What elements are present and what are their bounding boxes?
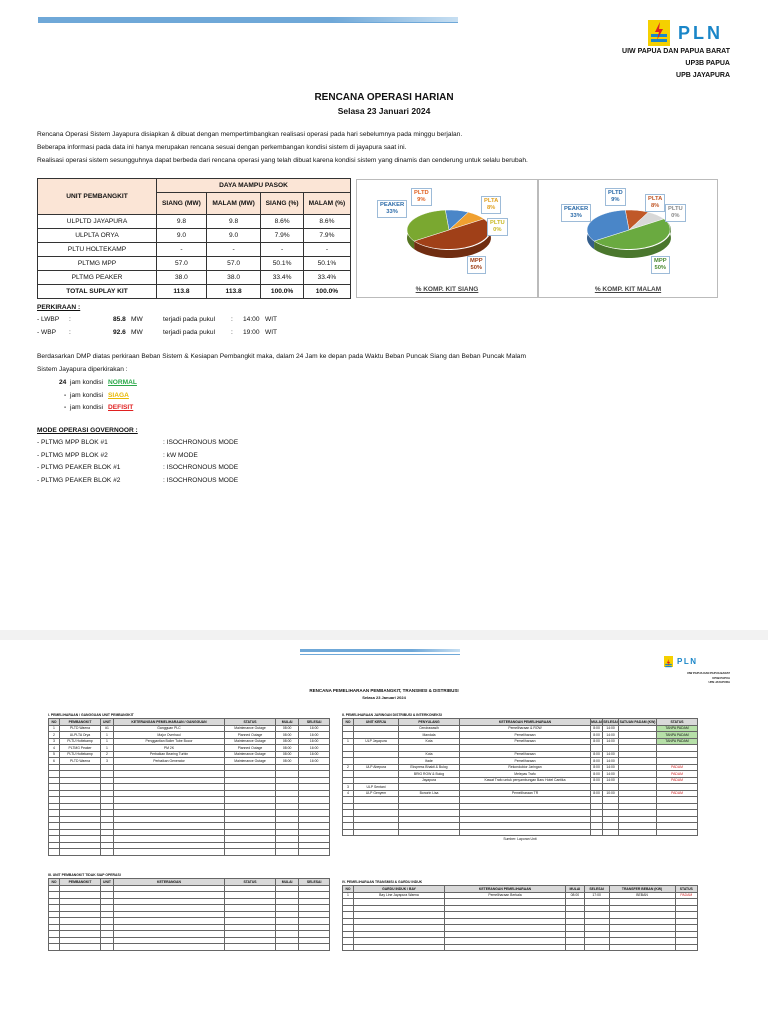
table-cell: Perbaikan Bearing Turbin (114, 751, 225, 758)
table-row (38, 243, 351, 257)
label-mpp: MPP 50% (651, 256, 670, 274)
table-cell: PLTMG PEAKER (38, 271, 157, 285)
section-4-table: NO GARDU INDUK / BAY KETERANGAN PEMELIHARAAN MULAI SELESAI TRANSFER BEBAN (KW) STATUS 1 Bay Line Jayapura Waena Pemeliharaan Berkala 08:00 17:00 BEBAN PADAM (342, 885, 698, 951)
cell: TOTAL SUPLAY KIT (38, 285, 157, 299)
table-cell (343, 944, 354, 951)
table-cell: Kota (399, 751, 460, 758)
table-cell: ULP Genyem (354, 790, 399, 797)
table-cell: 8:00 (591, 738, 603, 745)
table-cell: PADAM (657, 764, 698, 771)
table-cell: PADAM (657, 790, 698, 797)
table-cell (299, 944, 330, 951)
table-cell: 16:00 (299, 745, 330, 752)
table-cell: 4 (49, 745, 60, 752)
perkiraan-row: - LWBP : 85.8 MW terjadi pada pukul : 14:00 WIT (37, 316, 278, 323)
table-cell: 16:00 (299, 758, 330, 765)
chart-title-siang: % KOMP. KIT SIANG (415, 286, 479, 293)
table-cell: 57.0 (157, 257, 207, 271)
table-cell: 3 (343, 784, 354, 791)
table-cell: 08:00 (566, 892, 585, 899)
dmp-table (37, 178, 351, 299)
pie-chart-siang (356, 179, 538, 298)
table-cell: - (157, 243, 207, 257)
table-cell: PLTU HOLTEKAMP (38, 243, 157, 257)
table-cell: 3 (101, 758, 114, 765)
table-cell (566, 944, 585, 951)
th-group: DAYA MAMPU PASOK (157, 179, 351, 193)
table-cell: Jayapura (399, 777, 460, 784)
table-cell: Ekspress Bhakti & Bulog (399, 764, 460, 771)
label-peaker: PEAKER 33% (561, 204, 591, 222)
table-cell: Maintenance Outage (225, 751, 276, 758)
lightning-icon (648, 20, 670, 46)
table-cell: 16:00 (299, 738, 330, 745)
th-col: MALAM (MW) (206, 193, 260, 215)
header-stripe (38, 17, 458, 22)
table-cell (399, 829, 460, 836)
table-cell: 1 (343, 892, 354, 899)
table-cell: Maintenance Outage (225, 738, 276, 745)
table-cell: 14:00 (603, 777, 619, 784)
table-cell: 50.1% (261, 257, 304, 271)
table-cell: Bay Line Jayapura Waena (354, 892, 445, 899)
th-col: SIANG (%) (261, 193, 304, 215)
table-cell: PLTD Waena (60, 725, 101, 732)
table-cell: 57.0 (206, 257, 260, 271)
table-cell (276, 944, 299, 951)
perkiraan-list (37, 314, 437, 340)
section-2 (342, 713, 698, 841)
table-cell (445, 944, 566, 951)
table-cell: 33.4% (261, 271, 304, 285)
section-title: II. PEMELIHARAAN JARINGAN DISTRIBUSI & INTERKONEKSI (342, 713, 442, 717)
page-date: Selasa 23 Januari 2024 (337, 106, 431, 116)
label-pltd: PLTD 9% (605, 188, 626, 206)
pln-logo (648, 20, 723, 46)
table-cell: 33.4% (303, 271, 350, 285)
governor-label: MODE OPERASI GOVERNOOR : (37, 427, 138, 434)
table-cell: 8:00 (591, 751, 603, 758)
table-cell: 8:00 (591, 764, 603, 771)
table-cell: 14:00 (603, 771, 619, 778)
table-cell: Kawat Trafo untuk penyambungan Baru Hotel Cantika (460, 777, 591, 784)
table-cell (584, 944, 609, 951)
logo-text: PLN (677, 657, 698, 666)
table-cell: 3 (49, 738, 60, 745)
org-line: UIW PAPUA DAN PAPUA BARAT (622, 48, 730, 55)
label-mpp: MPP 50% (467, 256, 486, 274)
table-cell: Gangguan PLC (114, 725, 225, 732)
kondisi-row: - jam kondisi DEFISIT (64, 404, 134, 411)
table-cell: Rekonduktor Jaringan (460, 764, 591, 771)
table-cell: Pemeliharaan Berkala (445, 892, 566, 899)
table-cell (354, 944, 445, 951)
label-pltd: PLTD 9% (411, 188, 432, 206)
table-cell: ULP Jayapura (354, 738, 399, 745)
table-cell: Pemeliharaan TR (460, 790, 591, 797)
cell: 113.8 (157, 285, 207, 299)
th-unit: UNIT PEMBANGKIT (38, 179, 157, 215)
table-row (38, 257, 351, 271)
section-title: IV. PEMELIHARAAN TRANSMISI & GARDU INDUK (342, 880, 423, 884)
org-line: UPB JAYAPURA (676, 72, 730, 79)
table-cell (225, 944, 276, 951)
kondisi-list (56, 377, 256, 415)
table-cell (354, 829, 399, 836)
table-cell: PLTMG Peaker (60, 745, 101, 752)
table-cell: TANPA PADAM (657, 725, 698, 732)
table-cell: 08:00 (276, 738, 299, 745)
pie-siang-svg (357, 180, 537, 297)
org-address (622, 46, 730, 82)
page-2 (0, 640, 768, 1024)
table-cell: 7.9% (261, 229, 304, 243)
dmp-text (37, 351, 526, 376)
table-cell: 14:00 (603, 758, 619, 765)
table-cell: 8:00 (591, 732, 603, 739)
cell: 100.0% (261, 285, 304, 299)
table-cell: 1 (101, 738, 114, 745)
table-cell: 08:00 (276, 725, 299, 732)
table-cell (603, 829, 619, 836)
table-row (49, 849, 330, 856)
table-cell: 14:00 (603, 725, 619, 732)
table-cell: PLTU Holtekamp (60, 751, 101, 758)
table-cell: 8.6% (261, 215, 304, 229)
table-row (49, 944, 330, 951)
table-cell: 8:00 (591, 790, 603, 797)
table-cell: 10:00 (603, 790, 619, 797)
th-col: SIANG (MW) (157, 193, 207, 215)
perkiraan-label: PERKIRAAN : (37, 304, 81, 311)
lightning-icon (664, 656, 673, 667)
table-cell: Penggantian Boiler Tube Bocor (114, 738, 225, 745)
table-cell: 16:00 (299, 732, 330, 739)
table-cell: Planned Outage (225, 745, 276, 752)
table-cell: 1 (343, 738, 354, 745)
governor-list (37, 437, 337, 487)
table-cell: 38.0 (206, 271, 260, 285)
table-cell (343, 829, 354, 836)
table-cell: TANPA PADAM (657, 738, 698, 745)
table-row (343, 944, 698, 951)
table-cell (657, 829, 698, 836)
section-3 (48, 873, 330, 951)
table-cell (675, 944, 697, 951)
section-2-table: NO UNIT KERJA PENYULANG KETERANGAN PEMELIHARAAN MULAI SELESAI SATUAN PADAM (KW) STATUS Cendrawasih Pemeliharaan & ROW 8:00 14:00 TANPA PADAM Mandala Pemeliharaan 8:00 14:00 TANPA PADAM 1 ULP Jayapura Kota Pemeliharaan 8:00 14:00 TANPA PADAM Kota Pemeliharaan 8:00 14:00 Ifade Pemeliharaan 8:00 14:00 2 ULP Abepura Ekspress Bhakti & Bulog Rekonduktor Jaringan 8:00 14:00 PADAM BRIG ROW & Bulog Melepas Trafo 8:00 14:00 PADAM Jayapura Kawat Trafo untuk penyambungan Baru Hotel Cantika 8:00 14:00 PADAM 3 ULP Sentani 4 ULP Genyem Bonorin Lisa Pemeliharaan TR 8:00 10:00 PADAM (342, 718, 698, 836)
header-stripe (300, 649, 460, 652)
footnote: Sumber: Laporan Unit (503, 837, 537, 841)
table-cell (591, 829, 603, 836)
table-row (38, 229, 351, 243)
table-cell: 2 (49, 732, 60, 739)
table-cell: ULP Abepura (354, 764, 399, 771)
table-cell (101, 849, 114, 856)
table-cell (49, 944, 60, 951)
table-cell (619, 829, 657, 836)
table-cell: - (303, 243, 350, 257)
table-cell: 9.8 (157, 215, 207, 229)
table-cell: 8.6% (303, 215, 350, 229)
cell: 113.8 (206, 285, 260, 299)
table-cell: 2 (343, 764, 354, 771)
table-row (343, 829, 698, 836)
intro-text (37, 128, 528, 167)
table-cell: Kota (399, 738, 460, 745)
th-col: MALAM (%) (303, 193, 350, 215)
section-title: I. PEMELIHARAAN / GANGGUAN UNIT PEMBANGKIT (48, 713, 134, 717)
pln-logo-small (664, 656, 698, 667)
org-address-small: UIW PAPUA DAN PAPUA BARAT UP3B PAPUA UPB JAYAPURA (686, 671, 730, 684)
table-cell: 7.9% (303, 229, 350, 243)
table-cell (101, 944, 114, 951)
table-cell: PADAM (657, 777, 698, 784)
table-cell: 9.0 (206, 229, 260, 243)
logo-text: PLN (678, 22, 723, 43)
table-cell: 8:00 (591, 777, 603, 784)
table-cell: 9.8 (206, 215, 260, 229)
table-cell (609, 944, 675, 951)
label-pltu: PLTU 0% (487, 218, 508, 236)
table-cell: 2 (101, 751, 114, 758)
table-cell: Pemeliharaan (460, 758, 591, 765)
table-cell: PADAM (675, 892, 697, 899)
table-cell: PLTU Holtekamp (60, 738, 101, 745)
table-cell: BRIG ROW & Bulog (399, 771, 460, 778)
cell: 100.0% (303, 285, 350, 299)
table-cell: 6 (49, 758, 60, 765)
table-cell: 1 (101, 745, 114, 752)
table-cell (276, 849, 299, 856)
label-plta: PLTA 8% (645, 194, 665, 212)
table-cell (60, 944, 101, 951)
kondisi-row: - jam kondisi SIAGA (64, 391, 129, 399)
table-cell: Maintenance Outage (225, 725, 276, 732)
table-cell: 08:00 (276, 758, 299, 765)
table-cell: 9.0 (157, 229, 207, 243)
table-cell (460, 829, 591, 836)
governor-row: - PLTMG PEAKER BLOK #2 : ISOCHRONOUS MODE (37, 476, 239, 484)
table-cell: 08:00 (276, 751, 299, 758)
table-cell: Bonorin Lisa (399, 790, 460, 797)
table-cell: 14:00 (603, 732, 619, 739)
table-cell: 14:00 (603, 764, 619, 771)
table-cell: 1 (101, 732, 114, 739)
governor-row: - PLTMG PEAKER BLOK #1 : ISOCHRONOUS MODE (37, 464, 239, 471)
dmp-line: Sistem Jayapura diperkirakan : (37, 365, 128, 373)
table-cell: 38.0 (157, 271, 207, 285)
section-3-table: NO PEMBANGKIT UNIT KETERANGAN STATUS MULAI SELESAI (48, 878, 330, 951)
table-cell (225, 849, 276, 856)
governor-row: - PLTMG MPP BLOK #2 : kW MODE (37, 451, 198, 459)
table-cell (49, 849, 60, 856)
table-cell: 5 (49, 751, 60, 758)
table-cell: 4 (343, 790, 354, 797)
table-cell: 16:00 (299, 725, 330, 732)
table-cell: Mandala (399, 732, 460, 739)
section-4 (342, 880, 698, 951)
table-cell: 8:00 (591, 771, 603, 778)
table-cell: Major Overhaul (114, 732, 225, 739)
table-cell: PLTMG MPP (38, 257, 157, 271)
table-cell: Maintenance Outage (225, 758, 276, 765)
table-cell: Pemeliharaan (460, 738, 591, 745)
intro-line: Beberapa informasi pada data ini hanya merupakan rencana sesuai dengan perkembangan kondisi sistem di jayapura saat ini. (37, 144, 407, 151)
table-cell: Ifade (399, 758, 460, 765)
table-cell: ULPLTA ORYA (38, 229, 157, 243)
table-cell: 8:00 (591, 758, 603, 765)
table-cell: Perbaikan Generator (114, 758, 225, 765)
table-cell: Pemeliharaan (460, 732, 591, 739)
table-cell (299, 849, 330, 856)
perkiraan-row: - WBP : 92.6 MW terjadi pada pukul : 19:00 WIT (37, 329, 278, 336)
table-cell (60, 849, 101, 856)
table-cell: 50.1% (303, 257, 350, 271)
table-cell: ULPLTA Orya (60, 732, 101, 739)
table-cell: - (261, 243, 304, 257)
intro-line: Rencana Operasi Sistem Jayapura disiapkan & dibuat dengan mempertimbangkan realisasi operasi pada hari sebelumnya pada minggu berjalan. (37, 131, 463, 138)
total-row (38, 285, 351, 299)
org-line: UP3B PAPUA (685, 60, 730, 67)
table-cell: Melepas Trafo (460, 771, 591, 778)
table-cell: PLTD Waena (60, 758, 101, 765)
table-cell: - (206, 243, 260, 257)
intro-line: Realisasi operasi sistem sesungguhnya dapat berbeda dari rencana operasi yang telah dibuat karena kondisi sistem yang dinamis dan cenderung untuk selalu berubah. (37, 157, 528, 164)
page2-title: RENCANA PEMELIHARAAN PEMBANGKIT, TRANSMISI & DISTRIBUSI (309, 688, 459, 693)
dmp-line: Berdasarkan DMP diatas perkiraan Beban Sistem & Kesiapan Pembangkit maka, dalam 24 Jam ke depan pada Waktu Beban Puncak Siang dan Beban Puncak Malam (37, 353, 526, 360)
table-cell: ULP Sentani (354, 784, 399, 791)
pie-chart-malam (538, 179, 718, 298)
table-cell: 16:00 (299, 751, 330, 758)
table-cell: ULPLTD JAYAPURA (38, 215, 157, 229)
label-peaker: PEAKER 33% (377, 200, 407, 218)
chart-title-malam: % KOMP. KIT MALAM (594, 286, 662, 293)
page2-date: Selasa 23 Januari 2024 (362, 695, 406, 700)
table-cell: 14:00 (603, 751, 619, 758)
table-cell: #1 (101, 725, 114, 732)
table-cell: PM 2K (114, 745, 225, 752)
table-row (38, 215, 351, 229)
table-cell: TANPA PADAM (657, 732, 698, 739)
table-cell: BEBAN (609, 892, 675, 899)
section-1-table: NO PEMBANGKIT UNIT KETERANGAN PEMELIHARAAN / GANGGUAN STATUS MULAI SELESAI 1 PLTD Waena #1 Gangguan PLC Maintenance Outage 08:00 16:00 2 ULPLTA Orya 1 Major Overhaul Planned Outage 08:00 16:00 3 PLTU Holtekamp 1 Penggantian Boiler Tube Bocor Maintenance Outage 08:00 16:00 4 PLTMG Peaker 1 PM 2K Planned Outage 08:00 16:00 5 PLTU Holtekamp 2 Perbaikan Bearing Turbin Maintenance Outage 08:00 16:00 6 PLTD Waena 3 Perbaikan Generator Maintenance Outage 08:00 16:00 (48, 718, 330, 856)
table-row (38, 271, 351, 285)
pie-malam-svg (539, 180, 717, 297)
table-cell: 8:00 (591, 725, 603, 732)
label-pltu: PLTU 0% (665, 204, 686, 222)
kondisi-row: 24 jam kondisi NORMAL (59, 379, 137, 386)
governor-row: - PLTMG MPP BLOK #1 : ISOCHRONOUS MODE (37, 439, 239, 446)
table-cell: 08:00 (276, 732, 299, 739)
table-cell: PADAM (657, 771, 698, 778)
page-title: RENCANA OPERASI HARIAN (314, 92, 454, 103)
section-1 (48, 713, 330, 856)
table-cell: Cendrawasih (399, 725, 460, 732)
label-plta: PLTA 8% (481, 196, 501, 214)
table-cell (114, 944, 225, 951)
table-cell: Pemeliharaan & ROW (460, 725, 591, 732)
table-cell: 1 (49, 725, 60, 732)
table-cell: 17:00 (584, 892, 609, 899)
table-cell: 14:00 (603, 738, 619, 745)
table-cell: Pemeliharaan (460, 751, 591, 758)
table-cell (114, 849, 225, 856)
table-cell: 08:00 (276, 745, 299, 752)
section-title: III. UNIT PEMBANGKIT TIDAK SIAP OPERASI (48, 873, 121, 877)
table-cell: Planned Outage (225, 732, 276, 739)
